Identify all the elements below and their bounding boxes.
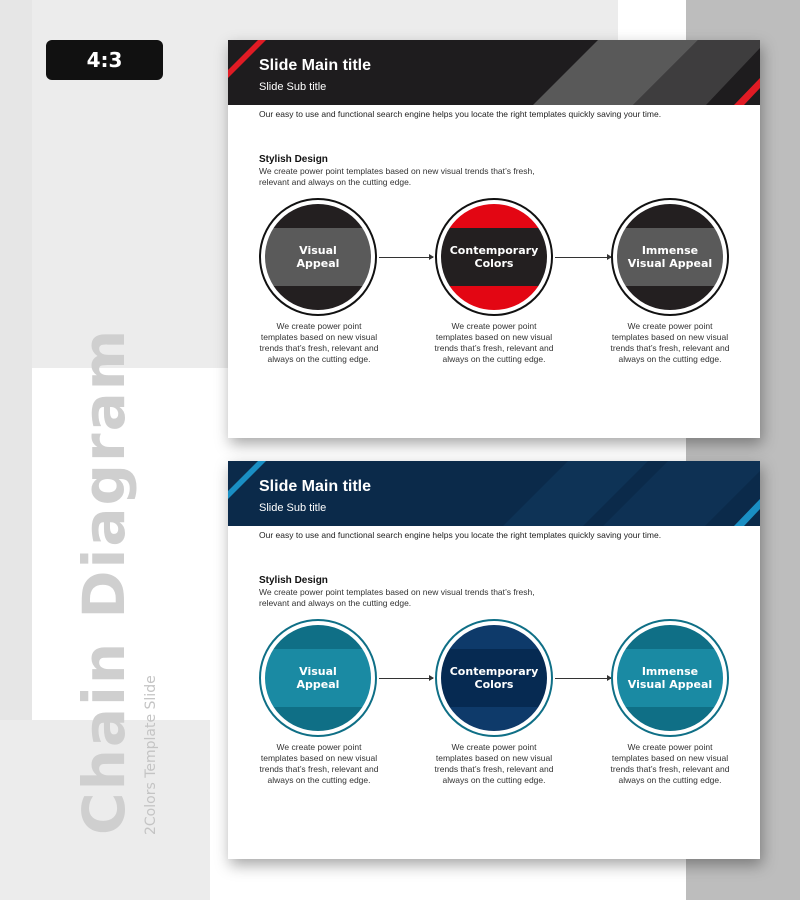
slide-dark-red [228, 40, 760, 438]
node-label: Contemporary Colors [449, 665, 539, 691]
node-caption-2: We create power point templates based on new visual trends that’s fresh, relevant and always on the cutting edge. [434, 742, 554, 785]
node-label: Immense Visual Appeal [627, 244, 713, 270]
intro-text: Our easy to use and functional search engine helps you locate the right templates quickly saving your time. [259, 530, 662, 540]
chain-node-2 [435, 198, 553, 316]
chain-arrow-1 [379, 257, 433, 258]
section-heading: Stylish Design [259, 154, 328, 165]
chain-diagram [228, 190, 760, 330]
chain-node-3 [611, 198, 729, 316]
node-label: Contemporary Colors [449, 244, 539, 270]
side-subtitle: 2Colors Template Slide [143, 675, 159, 835]
section-heading: Stylish Design [259, 575, 328, 586]
chain-node-2 [435, 619, 553, 737]
slide-blue [228, 461, 760, 859]
slide-header [228, 461, 760, 526]
background-panel-left [0, 0, 32, 720]
node-caption-3: We create power point templates based on new visual trends that’s fresh, relevant and always on the cutting edge. [610, 742, 730, 785]
section-text: We create power point templates based on new visual trends that’s fresh, relevant and always on the cutting edge. [259, 587, 535, 608]
chain-arrow-2 [555, 257, 611, 258]
side-title: Chain Diagram [70, 327, 138, 835]
slide-subtitle: Slide Sub title [259, 81, 327, 93]
slide-header [228, 40, 760, 105]
slide-title: Slide Main title [259, 57, 372, 74]
node-label: Visual Appeal [296, 244, 340, 270]
chain-arrow-1 [379, 678, 433, 679]
chain-node-3 [611, 619, 729, 737]
slide-title: Slide Main title [259, 478, 372, 495]
node-caption-3: We create power point templates based on new visual trends that’s fresh, relevant and always on the cutting edge. [610, 321, 730, 364]
chain-node-1 [259, 198, 377, 316]
node-label: Immense Visual Appeal [627, 665, 713, 691]
node-caption-1: We create power point templates based on new visual trends that’s fresh, relevant and always on the cutting edge. [259, 321, 379, 364]
chain-arrow-2 [555, 678, 611, 679]
node-caption-2: We create power point templates based on new visual trends that’s fresh, relevant and always on the cutting edge. [434, 321, 554, 364]
node-caption-1: We create power point templates based on new visual trends that’s fresh, relevant and always on the cutting edge. [259, 742, 379, 785]
node-label: Visual Appeal [296, 665, 340, 691]
aspect-ratio-badge: 4:3 [46, 40, 163, 80]
section-text: We create power point templates based on new visual trends that’s fresh, relevant and always on the cutting edge. [259, 166, 535, 187]
chain-node-1 [259, 619, 377, 737]
slide-subtitle: Slide Sub title [259, 502, 327, 514]
intro-text: Our easy to use and functional search engine helps you locate the right templates quickly saving your time. [259, 109, 662, 119]
chain-diagram [228, 611, 760, 751]
